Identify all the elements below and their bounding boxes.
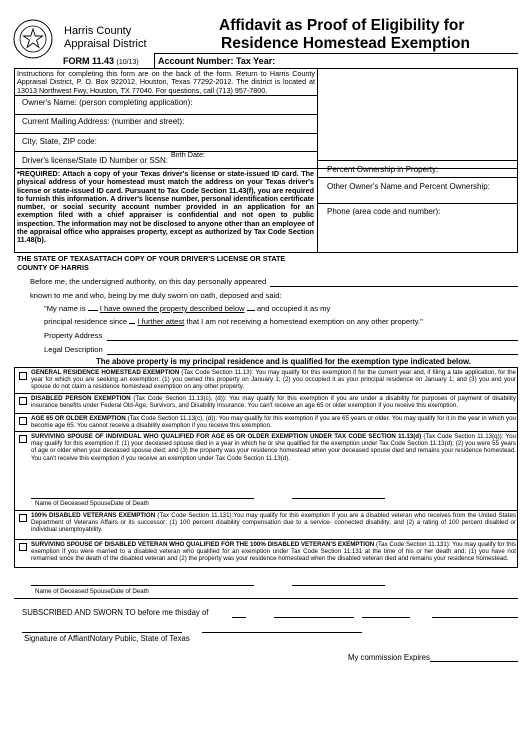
day-of-text: day of <box>187 608 209 617</box>
deceased-caption-1 <box>35 500 149 507</box>
seal-logo <box>13 19 53 59</box>
no-other-exemption-text: that I am not receiving a homestead exemption on any other property." <box>186 317 423 326</box>
subscribed-text: SUBSCRIBED AND SWORN TO before me this <box>22 608 188 617</box>
disabled-veteran-text <box>31 512 516 534</box>
form-number <box>63 56 139 66</box>
disabled-person-title: DISABLED PERSON EXEMPTION <box>31 395 131 402</box>
city-state-zip-label: City, State, ZIP code: <box>22 137 97 146</box>
disabled-person-text <box>31 395 516 409</box>
form-title-line2: Residence Homestead Exemption <box>221 35 470 52</box>
general-homestead-desc: (Tax Code Section 11.13): You may qualify for this exemption if for the current year and, if filing a late application, for the year for which you are seeking an exemption: (1) you owned this property on January 1; (2) you occupied it as your principal residence on January 1; and (3) you and your spouse do not claim a residence homestead exemption on any other property. <box>31 369 517 391</box>
oath-line1: Before me, the undersigned authority, on this day personally appeared <box>30 277 267 286</box>
required-note: *REQUIRED: Attach a copy of your Texas driver's license or state-issued ID card. The physical address of your homestead must match the address on your Texas driver's license or state-issued ID card. Pursuant to Tax Code Section 11.43(f), you are required to furnish this information. A driver's license number, personal identification certificate number, or social security account number provided in an application for an exemption filed with a chief appraiser is confidential and not open to public inspection. The information may not be disclosed to anyone other than an employee of the appraisal office who appraises property, except as authorized by Tax Code Section 11.48(b). <box>17 169 314 245</box>
org-name-line2: Appraisal District <box>64 38 147 50</box>
subscribed-sworn-line <box>22 609 208 617</box>
signature-captions <box>24 635 190 643</box>
birth-date-label: Birth Date: <box>171 150 205 159</box>
legal-description-label: Legal Description <box>44 345 103 354</box>
death-date-field-1[interactable] <box>292 488 385 498</box>
mailing-address-label: Current Mailing Address: (number and street): <box>22 117 185 126</box>
state-of-texas: THE STATE OF TEXAS <box>17 254 94 263</box>
disabled-person-checkbox[interactable] <box>19 397 27 405</box>
surviving-spouse-veteran-checkbox[interactable] <box>19 543 27 551</box>
instructions-text: Instructions for completing this form are on the back of the form. Return to Harris County Appraisal District, P. O. Box 922012, Houston, Texas 77292-2012. The district is located at 13013 Northwest Fwy, Houston, TX 77040. For questions, call (713) 957-7800. <box>17 69 315 95</box>
property-address-field[interactable] <box>107 330 518 340</box>
disabled-person-desc: (Tax Code Section 11.13(c), (d)): You may qualify for this exemption if you are under a disability for purposes of payment of disability insurance benefits under Federal Old-Age, Survivors, and Disability Insurance. You can't receive an age 65 or older exemption if you receive this exemption. <box>31 395 516 410</box>
death-date-label-2: Date of Death <box>110 588 149 595</box>
sworn-day-field[interactable] <box>232 607 246 617</box>
my-name-line <box>44 305 330 313</box>
driver-license-field[interactable] <box>175 152 316 168</box>
other-owner-field[interactable] <box>318 192 517 202</box>
other-owner-label: Other Owner's Name and Percent Ownership: <box>327 182 490 191</box>
death-date-field-2[interactable] <box>292 575 385 585</box>
sworn-month-field[interactable] <box>274 607 354 617</box>
general-homestead-text <box>31 369 516 391</box>
city-state-zip-field[interactable] <box>15 134 316 151</box>
oath-line2: known to me and who, being by me duly sworn on oath, deposed and said: <box>30 291 282 300</box>
org-name-line1: Harris County <box>64 25 132 37</box>
commission-expires-field[interactable] <box>430 651 518 661</box>
county-of-harris: COUNTY OF HARRIS <box>17 263 89 272</box>
disabled-veteran-desc: (Tax Code Section 11.131):You may qualify for this exemption if you are a disabled veteran who receives from the United States Department of Veterans Affairs or its successor: (1) 100 percent disability compensation due to a service- connected disability; and (2) a rating of 100 percent disabled or individual unemployability. <box>31 512 517 534</box>
occupied-text: and occupied it as my <box>256 304 331 313</box>
disabled-veteran-checkbox[interactable] <box>19 514 27 522</box>
notary-public-label: Notary Public, State of Texas <box>89 634 190 643</box>
owner-name-label: Owner's Name: (person completing application): <box>22 98 193 107</box>
deceased-name-label-1: Name of Deceased Spouse <box>35 500 111 507</box>
deceased-spouse-name-field-2[interactable] <box>31 575 254 585</box>
my-name-prefix: "My name is <box>44 304 86 313</box>
surviving-spouse-65-title: SURVIVING SPOUSE OF INDIVIDUAL WHO QUALIFIED FOR AGE 65 OR OLDER EXEMPTION UNDER TAX CODE SECTION 11.13(d) <box>31 433 422 440</box>
legal-description-field[interactable] <box>107 344 518 354</box>
age-65-checkbox[interactable] <box>19 417 27 425</box>
notary-signature-field[interactable] <box>202 620 362 632</box>
commission-expires-label: My commission Expires <box>348 653 430 662</box>
phone-field[interactable] <box>318 217 517 252</box>
death-date-label-1: Date of Death <box>110 500 149 507</box>
appeared-name-field[interactable] <box>270 276 518 286</box>
surviving-spouse-veteran-desc: (Tax Code Section 11.131): You may qualify for this exemption if you were married to a disabled veteran who qualified for an exemption under Tax Code Section 11.131 at the time of his or her death and: (1) you have not remarried since the death of the disabled veteran and (2) the property was your residence homestead when the disabled veteran died and remains your residence homestead. <box>31 541 516 563</box>
property-address-label: Property Address <box>44 331 103 340</box>
principal-prefix: principal residence since <box>44 317 128 326</box>
surviving-spouse-65-desc: (Tax Code Section 11.13(q)): You may qualify for this exemption if: (1) your deceased spouse died in a year in which he or she qualified for the exemption under Tax Code Section 11.13(d); (2) you were 55 years of age or older when your deceased spouse died; and (3) the property was your residence homestead when your deceased spouse died and remains your residence homestead. You can't receive this exemption if you receive an exemption under Tax Code Section 11.13(d). <box>31 433 516 462</box>
signature-affiant-label: Signature of Affiant <box>24 634 90 643</box>
surviving-spouse-65-text <box>31 433 516 462</box>
age-65-text <box>31 415 516 429</box>
disabled-veteran-title: 100% DISABLED VETERANS EXEMPTION <box>31 512 156 519</box>
form-number-date: (10/13) <box>116 59 139 66</box>
driver-license-label: Driver's license/State ID Number or SSN: <box>22 156 169 165</box>
attach-copy-note: ATTACH COPY OF YOUR DRIVER'S LICENSE OR STATE <box>93 254 286 263</box>
mailing-address-field[interactable] <box>15 115 316 133</box>
percent-ownership-label: Percent Ownership in Property: <box>327 165 439 174</box>
surviving-spouse-veteran-text <box>31 541 516 563</box>
surviving-spouse-veteran-title: SURVIVING SPOUSE OF DISABLED VETERAN WHO QUALIFIED FOR THE 100% DISABLED VETERAN'S EXEMPTION <box>31 541 375 548</box>
deceased-spouse-name-field-1[interactable] <box>31 488 254 498</box>
age-65-title: AGE 65 OR OLDER EXEMPTION <box>31 415 126 422</box>
phone-label: Phone (area code and number): <box>327 207 441 216</box>
deceased-name-label-2: Name of Deceased Spouse <box>35 588 111 595</box>
age-65-desc: (Tax Code Section 11.13(c), (d)): You may qualify for this exemption if you are 65 years or older. You may qualify for it in the year in which you become age 65. You cannot receive a disability exemption if you receive this exemption. <box>31 415 516 430</box>
right-top-field[interactable] <box>318 69 517 160</box>
account-number-label: Account Number: <box>158 56 234 66</box>
affiant-signature-field[interactable] <box>22 620 182 632</box>
deceased-caption-2 <box>35 588 149 595</box>
owned-property-text: I have owned the property described below <box>99 304 245 313</box>
general-homestead-title: GENERAL RESIDENCE HOMESTEAD EXEMPTION <box>31 369 180 376</box>
form-title-line1: Affidavit as Proof of Eligibility for <box>219 17 465 34</box>
further-attest-text: I further attest <box>137 317 185 326</box>
account-number-field[interactable] <box>274 54 514 66</box>
qualified-statement: The above property is my principal residence and is qualified for the exemption type indicated below. <box>96 357 471 366</box>
tax-year-label: Tax Year: <box>236 56 276 66</box>
owner-name-field[interactable] <box>15 96 316 114</box>
principal-residence-line <box>44 318 423 326</box>
form-number-label: FORM 11.43 <box>63 56 115 66</box>
general-homestead-checkbox[interactable] <box>19 372 27 380</box>
surviving-spouse-65-checkbox[interactable] <box>19 435 27 443</box>
sworn-year-field[interactable] <box>362 607 410 617</box>
